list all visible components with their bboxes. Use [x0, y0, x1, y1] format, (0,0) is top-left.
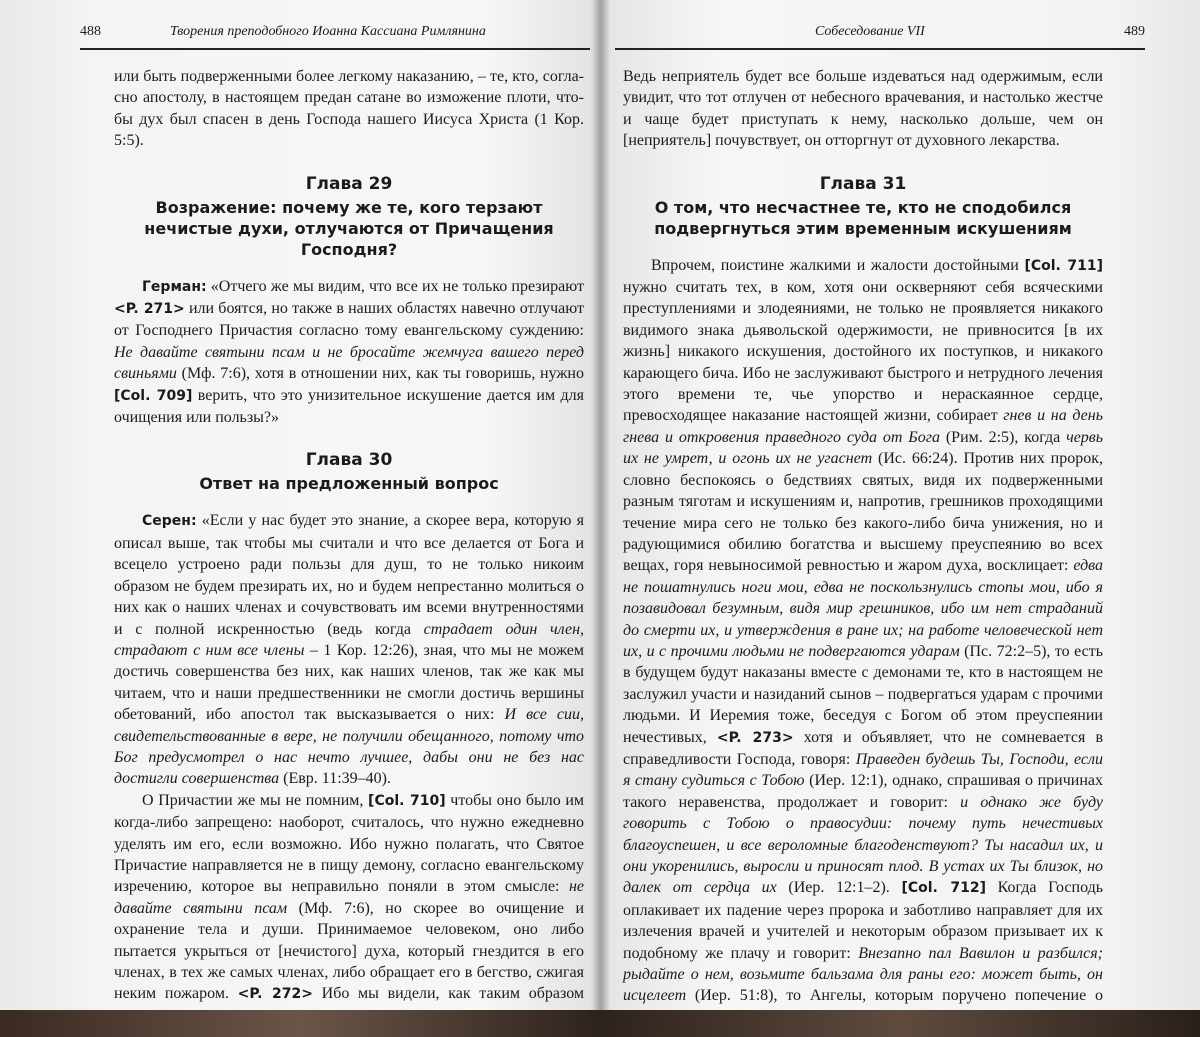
intro-line: или быть подверженными более легкому наказанию, – те, кто, согла- — [114, 68, 584, 85]
body-text: Когда Господь оплакивает их падение через пророка и заботливо направляет для их излечения врачей и учителей и некоторым образом призывает их к подобному же плачу и говорит: — [623, 879, 1104, 962]
body-text: О Причастии же мы не помним, — [142, 791, 364, 809]
body-text: (Мф. 7:6), но скорее во очищение и охранение тела и души. Принимаемое человеком, оно либо пытается укрыться от [нечистого] духа, который гнездится в его членах, в тех же самых членах, либо обращает его в бегство, сжигая неким пожаром. — [114, 899, 585, 1003]
seren-paragraph — [114, 510, 584, 789]
chapter-31-title: О том, что несчастнее те, кто не сподобился подвергнуться этим временным искушениям — [654, 197, 1072, 238]
chapter-31-heading — [623, 174, 1103, 239]
right-running-head — [615, 18, 1175, 46]
left-page-number: 488 — [80, 24, 101, 39]
body-text: хотя и объявляет, что не сомневается в справедливости Господа, говоря: — [623, 728, 1103, 768]
left-page — [30, 18, 590, 1003]
scripture-quote: И все сии, свидетельствованные в вере, не получили обещанного, потому что Бог предусмотрел о нас нечто лучшее, дабы они не без нас достигли совершенства — [114, 706, 584, 788]
chapter-30-title: Ответ на предложенный вопрос — [199, 474, 499, 494]
scripture-quote: страдает один член, страдают с ним все члены — [114, 620, 584, 659]
chapter-31-number: Глава 31 — [819, 173, 907, 194]
body-text: (Иер. 51:8), то Ангелы, которым поручено попечение о — [694, 987, 1104, 1005]
scripture-quote: Праведен будешь Ты, Господи, если я стану судиться с Тобою — [623, 750, 1104, 790]
german-text: или боятся, но также в наших областях навечно отлучают от Господнего Причастия согласно тому евангельскому суждению: — [114, 300, 584, 340]
right-header-rule — [615, 48, 1145, 50]
right-body-text — [623, 66, 1103, 1028]
scripture-quote: едва не пошатнулись ноги мои, едва не поскользнулись стопы мои, ибо я позавидовал безумным, видя мир грешников, ибо им нет страданий до смерти их, и утверждения в ране их; на работе человеческой нет их, и с прочими людьми не подвергаются ударам — [623, 557, 1103, 660]
chapter-30-number: Глава 30 — [305, 450, 393, 471]
scripture-quote: и однако же буду говорить с Тобою о правосудии: почему путь нечестивых благоуспешен, и все вероломные благоденствуют? Ты насадил их, и они укоренились, выросли и приносят плод. В устах их Ты близок, но далек от сердца их — [623, 793, 1103, 897]
left-intro-paragraph — [114, 66, 584, 152]
intro-line: сно апостолу, в настоящем предан сатане во изможение плоти, что- — [114, 89, 584, 107]
scripture-quote: гнев и на день гнева и откровения праведного суда от Бога — [623, 407, 1103, 446]
body-text: Ибо мы видели, как таким образом — [321, 985, 585, 1003]
body-text: (Пс. 72:2–5), то есть в будущем будут наказаны вместе с демонами те, кто в настоящем не заслужил участи и назиданий сынов – подвергаться ударам с прочими людьми. И Иеремия тоже, беседуя с Богом об этом преуспеянии нечестивых, — [623, 642, 1104, 746]
chapter-31-paragraph — [623, 255, 1103, 1029]
chapter-29-title: Возражение: почему же те, кого терзают нечистые духи, отлучаются от Причащения Господня? — [144, 197, 554, 259]
col-ref-tag: [Col. 712] — [901, 880, 986, 897]
page-ref-tag: <P. 273> — [716, 729, 794, 746]
body-text: (Ис. 66:24). Против них пророк, словно беспокоясь о бедствиях святых, видя их подверженными разным тяготам и искушениям и, напротив, грешников проходящими течение мира сего не только без какого-либо бича унижения, но и радующимися обилию богатства и высшему преуспеянию во всех вещах, горя невыносимой ревностью и жаром духа, восклицает: — [623, 450, 1104, 575]
german-text: «Отчего же мы видим, что все их не только презирают — [210, 277, 585, 295]
body-text: (Иер. 12:1–2). — [788, 879, 890, 897]
communion-paragraph — [114, 790, 584, 1027]
german-speaker: Герман: — [142, 278, 207, 295]
body-text: чтобы оно было им когда-либо запрещено: наоборот, считалось, что нужно ежедневно уделять им его, если возможно. Ибо нужно полагать, что Святое Причастие направляется не в пищу демону, согласно евангельскому изречению, которое вы неправильно поняли в этом смысле: — [114, 791, 585, 896]
book-gutter — [593, 0, 609, 1010]
right-page — [615, 18, 1175, 1003]
chapter-29-number: Глава 29 — [305, 173, 393, 194]
scripture-quote: червь их не умрет, и огонь их не угаснет — [623, 428, 1104, 468]
intro-line: бы дух был спасен в день Господа нашего Иисуса Христа (1 Кор. 5:5). — [114, 110, 584, 150]
german-text: верить, что это унизительное искушение дается им для очищения или пользы?» — [114, 386, 584, 427]
german-paragraph — [114, 276, 584, 429]
chapter-29-heading — [114, 174, 584, 260]
right-intro-paragraph: Ведь неприятель будет все больше издеваться над одержимым, если увидит, что тот отлучен от небесного врачевания, и настолько жестче и чаще будет приступать к нему, насколько дольше, чем он [неприятель] почувствует, он отторгнут от духовного лекарства. — [623, 68, 1103, 150]
body-text: (Иер. 12:1), однако, спрашивая о причинах такого неравенства, продолжает и говорит: — [623, 772, 1104, 811]
scripture-quote: Внезапно пал Вавилон и разбился; рыдайте о нем, возьмите бальзама для раны его: может быть, он исцелеет — [623, 944, 1104, 1005]
body-text: нужно считать тех, в ком, хотя они оскверняют себя всяческими преступлениями и злодеяниями, не только не проявляется никакого видимого знака дьявольской одержимости, не привносится [в их жизнь] никакого искушения, достойного их поступков, и никакого карающего бича. Ибо не заслуживают быстрого и нетрудного лечения этого времени те, чье упорство и нераскаянное сердце, превосходящее наказание настоящей жизни, собирает — [623, 279, 1103, 425]
page-ref-tag: <P. 272> — [237, 986, 313, 1003]
page-ref-tag: <P. 271> — [114, 301, 185, 318]
left-header-rule — [80, 48, 590, 50]
col-ref-tag: [Col. 709] — [114, 387, 193, 404]
left-running-title: Творения преподобного Иоанна Кассиана Римлянина — [170, 24, 486, 39]
body-text: Впрочем, поистине жалкими и жалости достойными — [651, 256, 1019, 274]
chapter-30-heading — [114, 450, 584, 494]
right-running-title: Собеседование VII — [815, 24, 925, 39]
body-text: (Рим. 2:5), когда — [945, 428, 1061, 446]
left-body-text — [114, 66, 584, 1027]
seren-text: (Евр. 11:39–40). — [283, 770, 391, 788]
scripture-quote: не давайте святыни псам — [114, 878, 585, 917]
seren-text: «Если у нас будет это знание, а скорее вера, которую я описал выше, так чтобы мы считали и что все делается от Бога и всецело устроено ради пользы для душ, то не только никоим образом не будем презирать их, но и будем непрестанно молиться о них как о наших членах и сочувствовать им всеми внутренностями и с полной искренностью (ведь когда — [114, 512, 585, 638]
scripture-quote: Не давайте святыни псам и не бросайте жемчуга вашего перед свиньями — [114, 343, 584, 383]
col-ref-tag: [Col. 710] — [368, 792, 446, 809]
table-surface — [0, 1010, 1200, 1037]
col-ref-tag: [Col. 711] — [1024, 257, 1103, 274]
right-page-number: 489 — [1124, 24, 1145, 39]
left-running-head — [30, 18, 590, 46]
seren-speaker: Серен: — [142, 513, 197, 530]
seren-text: – 1 Кор. 12:26), зная, что мы не можем достичь совершенства без них, как наших членов, так же как мы читаем, что и наши предшественники не смогли достичь вершины обетований, ибо апостол так высказывается о них: — [114, 641, 585, 724]
german-text: (Мф. 7:6), хотя в отношении них, как ты говоришь, нужно — [181, 365, 584, 383]
